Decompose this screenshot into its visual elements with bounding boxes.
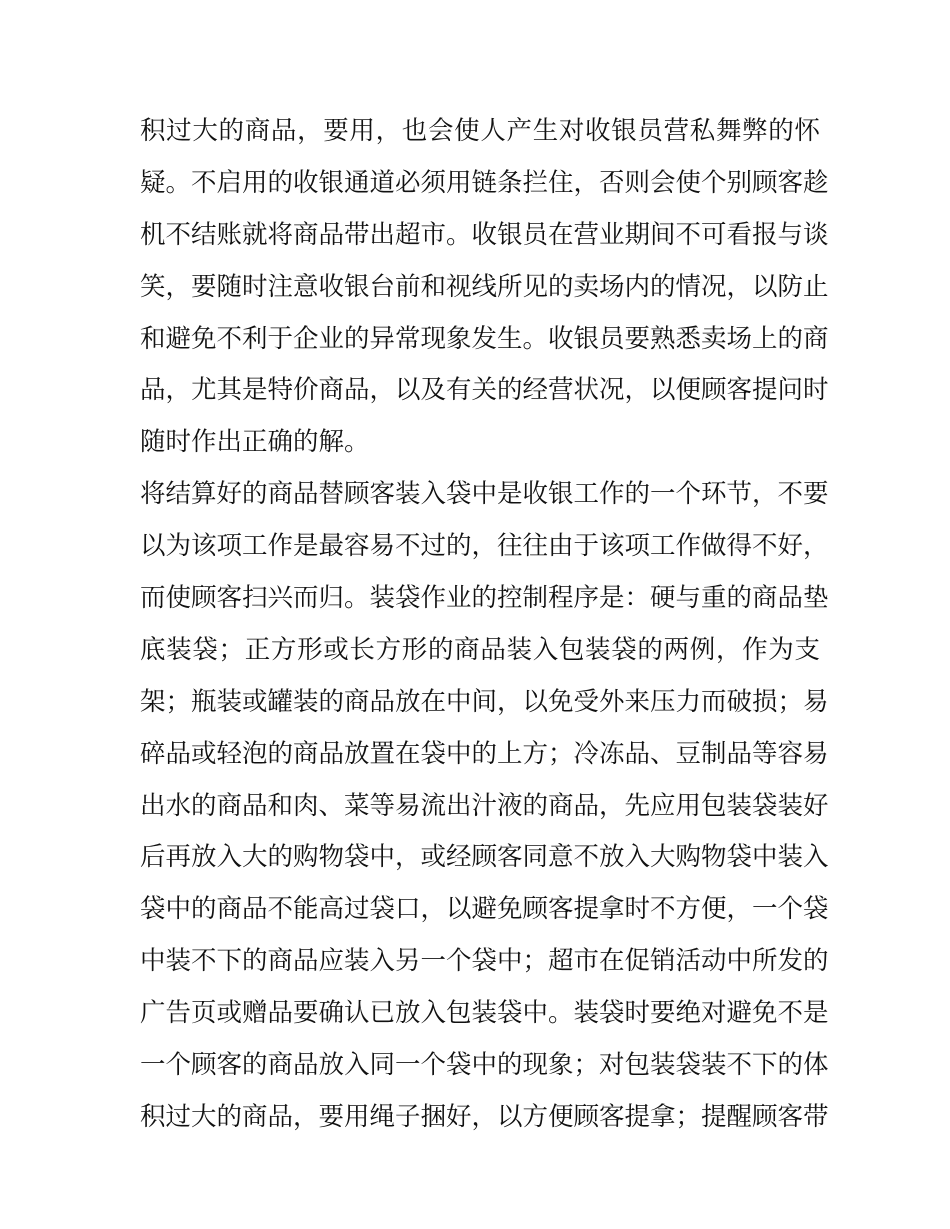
text-line: 积过大的商品，要用，也会使人产生对收银员营私舞弊的怀 (140, 116, 820, 146)
text-line: 碎品或轻泡的商品放置在袋中的上方；冷冻品、豆制品等容易 (140, 738, 829, 769)
text-line: 将结算好的商品替顾客装入袋中是收银工作的一个环节，不要 (140, 479, 829, 510)
paragraph-cashier-duties (140, 106, 829, 469)
document-body (140, 106, 829, 1144)
text-line: 疑。不启用的收银通道必须用链条拦住，否则会使个别顾客趁 (140, 167, 829, 198)
text-line: 中装不下的商品应装入另一个袋中；超市在促销活动中所发的 (140, 946, 829, 977)
text-line: 出水的商品和肉、菜等易流出汁液的商品，先应用包装袋装好 (140, 790, 829, 821)
text-line: 以为该项工作是最容易不过的，往往由于该项工作做得不好， (140, 531, 829, 562)
text-line: 笑，要随时注意收银台前和视线所见的卖场内的情况，以防止 (140, 271, 829, 302)
text-line: 广告页或赠品要确认已放入包装袋中。装袋时要绝对避免不是 (140, 998, 829, 1029)
text-line: 袋中的商品不能高过袋口，以避免顾客提拿时不方便，一个袋 (140, 894, 829, 925)
text-line: 架；瓶装或罐装的商品放在中间，以免受外来压力而破损；易 (140, 686, 829, 717)
text-line: 和避免不利于企业的异常现象发生。收银员要熟悉卖场上的商 (140, 323, 829, 354)
text-line: 积过大的商品，要用绳子捆好，以方便顾客提拿；提醒顾客带 (140, 1101, 829, 1132)
text-line: 后再放入大的购物袋中，或经顾客同意不放入大购物袋中装入 (140, 842, 829, 873)
text-line: 随时作出正确的解。 (140, 427, 370, 458)
text-line: 而使顾客扫兴而归。装袋作业的控制程序是：硬与重的商品垫 (140, 583, 829, 614)
text-line: 机不结账就将商品带出超市。收银员在营业期间不可看报与谈 (140, 219, 829, 250)
paragraph-bagging-procedure (140, 469, 829, 1144)
text-line: 底装袋；正方形或长方形的商品装入包装袋的两例，作为支 (140, 634, 820, 665)
text-line: 一个顾客的商品放入同一个袋中的现象；对包装袋装不下的体 (140, 1050, 829, 1081)
text-line: 品，尤其是特价商品，以及有关的经营状况，以便顾客提问时 (140, 375, 829, 406)
